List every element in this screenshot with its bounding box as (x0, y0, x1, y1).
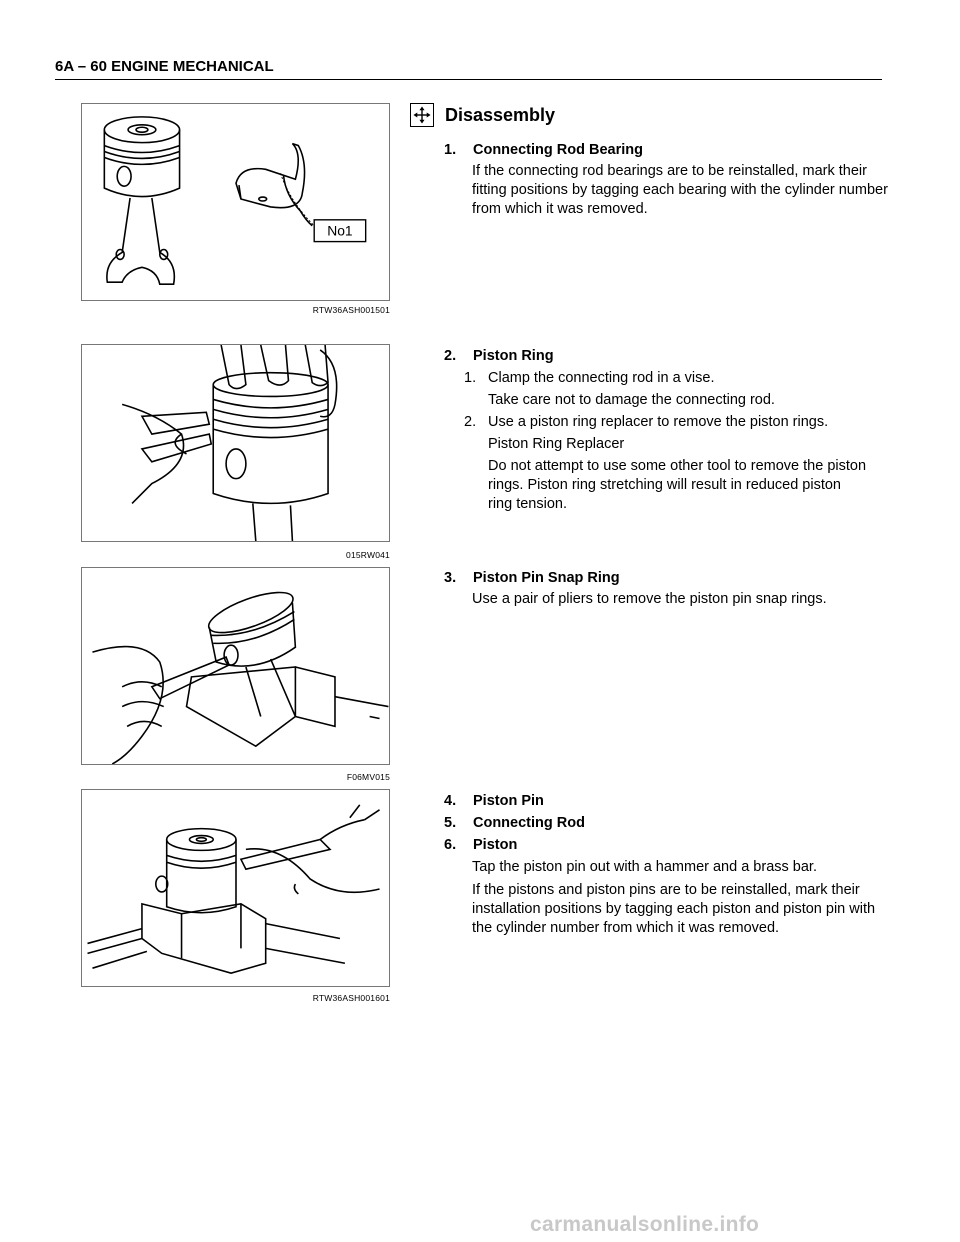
disassembly-arrows-icon (410, 103, 434, 127)
substep (464, 413, 894, 432)
step-text: If the connecting rod bearings are to be reinstalled, mark their fitting positions by tagging each bearing with the cylinder number from which it was removed. (472, 163, 888, 217)
figure-code: 015RW041 (346, 550, 390, 560)
step-number: 4. (444, 793, 457, 809)
step-piston-pin-snap-ring (444, 569, 894, 609)
substep-text: Use a piston ring replacer to remove the piston rings. (488, 414, 829, 430)
piston-ring-replacer-illustration (82, 345, 389, 541)
figure-piston-pin-snap-ring (81, 567, 390, 765)
substep-number: 2. (464, 414, 477, 430)
step-connecting-rod (444, 814, 894, 833)
step-title: Connecting Rod (473, 815, 585, 831)
figure-piston-ring (81, 344, 390, 542)
step-piston-pin-group (444, 792, 894, 938)
figure-connecting-rod-bearing (81, 103, 390, 301)
page-header: 6A – 60 ENGINE MECHANICAL (55, 57, 882, 80)
step-number: 6. (444, 837, 457, 853)
step-text: Use a pair of pliers to remove the piston pin snap rings. (472, 591, 827, 607)
step-piston-pin (444, 792, 894, 811)
substep (464, 369, 894, 388)
figure-piston-pin-removal (81, 789, 390, 987)
substep-note: Do not attempt to use some other tool to remove the piston rings. Piston ring stretching will result in reduced piston ring tension. (488, 458, 867, 512)
piston-rod-bearing-illustration (82, 104, 389, 300)
substep-tool: Piston Ring Replacer (488, 436, 625, 452)
step-number: 5. (444, 815, 457, 831)
figure-code: RTW36ASH001501 (312, 305, 390, 315)
step-number: 3. (444, 570, 457, 586)
step-title: Piston (473, 837, 518, 853)
step-piston-ring (444, 347, 894, 514)
step-number: 1. (444, 142, 457, 158)
snap-ring-pliers-illustration (82, 568, 389, 764)
substep-number: 1. (464, 370, 477, 386)
step-title: Piston Pin (473, 793, 544, 809)
piston-pin-hammer-illustration (82, 790, 389, 986)
substep-text: Clamp the connecting rod in a vise. (488, 370, 715, 386)
substep-note: Take care not to damage the connecting rod. (488, 392, 775, 408)
step-piston (444, 836, 894, 855)
figure-code: RTW36ASH001601 (312, 993, 390, 1003)
watermark-logo: carmanualsonline.info (530, 1213, 760, 1236)
figure-code: F06MV015 (346, 772, 390, 782)
section-label: Disassembly (445, 104, 556, 125)
step-number: 2. (444, 348, 457, 364)
step-text: If the pistons and piston pins are to be reinstalled, mark their installation positions by tagging each piston and piston pin with the cylinder number from which it was removed. (472, 882, 876, 936)
step-title: Piston Ring (473, 348, 554, 364)
step-title: Connecting Rod Bearing (473, 142, 643, 158)
section-title (410, 103, 555, 127)
step-title: Piston Pin Snap Ring (473, 570, 620, 586)
step-connecting-rod-bearing (444, 141, 894, 219)
bearing-tag-label: No1 (327, 222, 353, 239)
step-text: Tap the piston pin out with a hammer and a brass bar. (472, 859, 817, 875)
